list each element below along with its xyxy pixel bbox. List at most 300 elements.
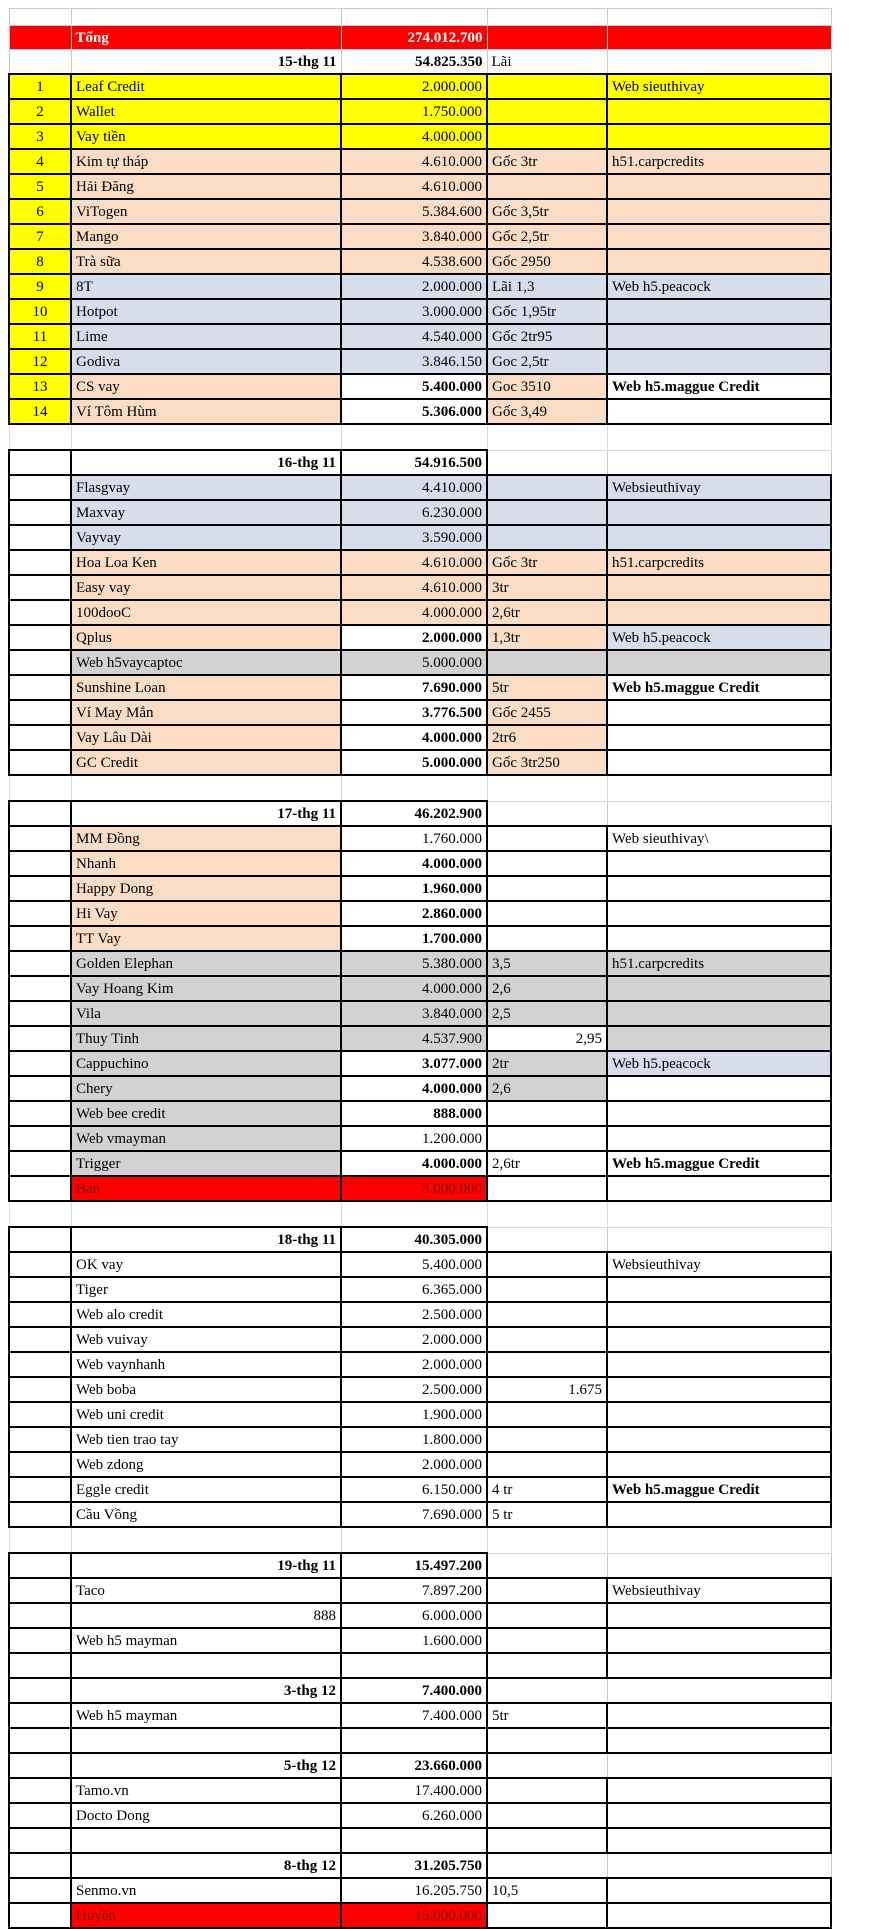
note-cell: 5tr <box>487 675 607 700</box>
note-cell <box>487 1628 607 1653</box>
name-cell: Web h5 mayman <box>71 1628 341 1653</box>
amount-cell: 3.000.000 <box>341 1176 487 1201</box>
note-cell <box>487 901 607 926</box>
table-row <box>9 700 831 725</box>
web-cell <box>607 1553 831 1578</box>
amount-cell: 16.205.750 <box>341 1878 487 1903</box>
web-cell: Web h5.peacock <box>607 625 831 650</box>
amount-cell: 1.960.000 <box>341 876 487 901</box>
note-cell: Gốc 3,49 <box>487 399 607 424</box>
spacer-row <box>9 9 831 26</box>
web-cell <box>607 1828 831 1853</box>
row-number-cell <box>9 976 71 1001</box>
web-cell <box>607 1402 831 1427</box>
table-row <box>9 926 831 951</box>
web-cell <box>607 1778 831 1803</box>
table-row <box>9 1277 831 1302</box>
table-row <box>9 324 831 349</box>
row-number-cell <box>9 1603 71 1628</box>
note-cell <box>487 1252 607 1277</box>
note-cell: 2tr6 <box>487 725 607 750</box>
note-cell <box>487 1126 607 1151</box>
row-number-cell: 9 <box>9 274 71 299</box>
row-number-cell <box>9 1477 71 1502</box>
row-number-cell <box>9 1728 71 1753</box>
web-cell <box>607 324 831 349</box>
name-cell: 8T <box>71 274 341 299</box>
row-number-cell <box>9 550 71 575</box>
date-row <box>9 450 831 475</box>
note-cell: Gốc 2455 <box>487 700 607 725</box>
date-label-cell: 15-thg 11 <box>71 50 341 75</box>
note-cell: Gốc 2,5tr <box>487 224 607 249</box>
date-label-cell: 8-thg 12 <box>71 1853 341 1878</box>
table-row <box>9 650 831 675</box>
table-row <box>9 1101 831 1126</box>
date-total-cell: 7.400.000 <box>341 1678 487 1703</box>
name-cell: Leaf Credit <box>71 74 341 99</box>
web-cell <box>607 1878 831 1903</box>
note-cell: Gốc 3tr <box>487 149 607 174</box>
note-cell <box>487 99 607 124</box>
name-cell: Ví Tôm Hùm <box>71 399 341 424</box>
amount-cell: 4.410.000 <box>341 475 487 500</box>
row-number-cell <box>9 1753 71 1778</box>
note-cell: 2,6 <box>487 1076 607 1101</box>
row-number-cell: 12 <box>9 349 71 374</box>
name-cell: Web boba <box>71 1377 341 1402</box>
web-cell <box>607 450 831 475</box>
row-number-cell <box>9 1051 71 1076</box>
web-cell <box>607 876 831 901</box>
amount-cell: 3.776.500 <box>341 700 487 725</box>
note-cell <box>487 26 607 50</box>
name-cell: Vay Hoang Kim <box>71 976 341 1001</box>
web-cell <box>607 1603 831 1628</box>
note-cell <box>487 450 607 475</box>
note-cell: 3,5 <box>487 951 607 976</box>
note-cell <box>487 1427 607 1452</box>
date-label-cell: 5-thg 12 <box>71 1753 341 1778</box>
web-cell: Web h5.peacock <box>607 1051 831 1076</box>
date-row <box>9 1853 831 1878</box>
note-cell <box>487 174 607 199</box>
row-number-cell <box>9 1252 71 1277</box>
amount-cell: 1.600.000 <box>341 1628 487 1653</box>
table-row <box>9 1051 831 1076</box>
note-cell <box>487 9 607 26</box>
row-number-cell <box>9 1653 71 1678</box>
row-number-cell <box>9 1502 71 1527</box>
note-cell <box>487 1201 607 1227</box>
date-total-cell: 23.660.000 <box>341 1753 487 1778</box>
name-cell: Huyền <box>71 1903 341 1928</box>
name-cell: GC Credit <box>71 750 341 775</box>
table-row <box>9 1402 831 1427</box>
web-cell <box>607 1653 831 1678</box>
amount-cell: 6.000.000 <box>341 1603 487 1628</box>
name-cell: Hi Vay <box>71 901 341 926</box>
name-cell <box>71 1527 341 1553</box>
table-row <box>9 851 831 876</box>
note-cell <box>487 1101 607 1126</box>
table-row <box>9 349 831 374</box>
row-number-cell <box>9 1377 71 1402</box>
amount-cell <box>341 775 487 801</box>
name-cell: 888 <box>71 1603 341 1628</box>
amount-cell: 5.306.000 <box>341 399 487 424</box>
name-cell: ViTogen <box>71 199 341 224</box>
web-cell <box>607 99 831 124</box>
web-cell <box>607 399 831 424</box>
amount-cell: 4.000.000 <box>341 1151 487 1176</box>
table-row <box>9 575 831 600</box>
note-cell <box>487 1753 607 1778</box>
row-number-cell <box>9 1553 71 1578</box>
name-cell: TT Vay <box>71 926 341 951</box>
amount-cell: 15.000.000 <box>341 1903 487 1928</box>
note-cell: Gốc 2tr95 <box>487 324 607 349</box>
note-cell <box>487 1402 607 1427</box>
name-cell: Trigger <box>71 1151 341 1176</box>
date-row <box>9 1678 831 1703</box>
row-number-cell <box>9 1026 71 1051</box>
name-cell: Web bee credit <box>71 1101 341 1126</box>
name-cell <box>71 1653 341 1678</box>
row-number-cell: 8 <box>9 249 71 274</box>
table-row <box>9 1427 831 1452</box>
amount-cell: 4.538.600 <box>341 249 487 274</box>
table-row <box>9 500 831 525</box>
amount-cell <box>341 1201 487 1227</box>
name-cell <box>71 1828 341 1853</box>
row-number-cell <box>9 1628 71 1653</box>
name-cell: Vay tiền <box>71 124 341 149</box>
web-cell <box>607 976 831 1001</box>
amount-cell: 1.900.000 <box>341 1402 487 1427</box>
web-cell <box>607 349 831 374</box>
row-number-cell <box>9 1578 71 1603</box>
row-number-cell <box>9 1803 71 1828</box>
row-number-cell <box>9 1327 71 1352</box>
row-number-cell <box>9 1352 71 1377</box>
date-label-cell: 18-thg 11 <box>71 1227 341 1252</box>
name-cell: CS vay <box>71 374 341 399</box>
row-number-cell <box>9 1201 71 1227</box>
name-cell: Web tien trao tay <box>71 1427 341 1452</box>
note-cell <box>487 1527 607 1553</box>
date-row <box>9 1553 831 1578</box>
web-cell <box>607 1853 831 1878</box>
date-row <box>9 1753 831 1778</box>
web-cell <box>607 775 831 801</box>
name-cell: Trà sữa <box>71 249 341 274</box>
name-cell: Eggle credit <box>71 1477 341 1502</box>
web-cell <box>607 299 831 324</box>
web-cell <box>607 1628 831 1653</box>
web-cell <box>607 926 831 951</box>
date-label-cell: 17-thg 11 <box>71 801 341 826</box>
amount-cell: 6.365.000 <box>341 1277 487 1302</box>
spacer-row <box>9 1527 831 1553</box>
web-cell <box>607 1803 831 1828</box>
note-cell: 4 tr <box>487 1477 607 1502</box>
amount-cell: 2.000.000 <box>341 1327 487 1352</box>
row-number-cell <box>9 1126 71 1151</box>
name-cell: Hoa Loa Ken <box>71 550 341 575</box>
name-cell: Cầu Vồng <box>71 1502 341 1527</box>
table-row <box>9 1252 831 1277</box>
web-cell <box>607 725 831 750</box>
amount-cell: 5.400.000 <box>341 374 487 399</box>
table-row <box>9 1803 831 1828</box>
row-number-cell <box>9 475 71 500</box>
row-number-cell <box>9 575 71 600</box>
amount-cell: 4.610.000 <box>341 575 487 600</box>
amount-cell: 7.690.000 <box>341 675 487 700</box>
spacer-row <box>9 775 831 801</box>
note-cell <box>487 650 607 675</box>
row-number-cell: 10 <box>9 299 71 324</box>
web-cell <box>607 525 831 550</box>
table-row <box>9 1452 831 1477</box>
amount-cell: 2.000.000 <box>341 625 487 650</box>
name-cell: Vila <box>71 1001 341 1026</box>
amount-cell: 5.400.000 <box>341 1252 487 1277</box>
empty-grid-row <box>9 1828 831 1853</box>
web-cell <box>607 1753 831 1778</box>
name-cell: Docto Dong <box>71 1803 341 1828</box>
row-number-cell <box>9 1402 71 1427</box>
row-number-cell <box>9 9 71 26</box>
row-number-cell <box>9 424 71 450</box>
name-cell: Web uni credit <box>71 1402 341 1427</box>
table-row <box>9 1302 831 1327</box>
name-cell: Kim tự tháp <box>71 149 341 174</box>
web-cell <box>607 575 831 600</box>
web-cell: Web h5.maggue Credit <box>607 1151 831 1176</box>
name-cell: OK vay <box>71 1252 341 1277</box>
name-cell: Chery <box>71 1076 341 1101</box>
web-cell <box>607 174 831 199</box>
spacer-row <box>9 1201 831 1227</box>
web-cell <box>607 1703 831 1728</box>
row-number-cell <box>9 926 71 951</box>
table-row <box>9 1327 831 1352</box>
name-cell: Hotpot <box>71 299 341 324</box>
table-row <box>9 675 831 700</box>
web-cell: Web sieuthivay\ <box>607 826 831 851</box>
name-cell: 100dooC <box>71 600 341 625</box>
table-row <box>9 525 831 550</box>
web-cell <box>607 1302 831 1327</box>
row-number-cell: 11 <box>9 324 71 349</box>
name-cell: Vayvay <box>71 525 341 550</box>
date-label-cell: 3-thg 12 <box>71 1678 341 1703</box>
amount-cell: 5.384.600 <box>341 199 487 224</box>
name-cell: Flasgvay <box>71 475 341 500</box>
note-cell <box>487 74 607 99</box>
row-number-cell <box>9 1778 71 1803</box>
note-cell: 10,5 <box>487 1878 607 1903</box>
row-number-cell <box>9 1878 71 1903</box>
amount-cell: 274.012.700 <box>341 26 487 50</box>
table-row <box>9 901 831 926</box>
note-cell <box>487 1578 607 1603</box>
row-number-cell <box>9 725 71 750</box>
note-cell <box>487 525 607 550</box>
note-cell: Gốc 1,95tr <box>487 299 607 324</box>
amount-cell: 5.380.000 <box>341 951 487 976</box>
name-cell <box>71 775 341 801</box>
amount-cell: 7.897.200 <box>341 1578 487 1603</box>
web-cell <box>607 1126 831 1151</box>
row-number-cell <box>9 625 71 650</box>
row-number-cell: 6 <box>9 199 71 224</box>
name-cell <box>71 9 341 26</box>
web-cell <box>607 600 831 625</box>
note-cell: 2,6tr <box>487 600 607 625</box>
web-cell <box>607 1101 831 1126</box>
web-cell <box>607 424 831 450</box>
amount-cell: 4.000.000 <box>341 976 487 1001</box>
amount-cell <box>341 1527 487 1553</box>
table-row <box>9 1001 831 1026</box>
web-cell <box>607 50 831 75</box>
web-cell: Web h5.maggue Credit <box>607 1477 831 1502</box>
name-cell: Web zdong <box>71 1452 341 1477</box>
note-cell: 2tr <box>487 1051 607 1076</box>
amount-cell: 6.230.000 <box>341 500 487 525</box>
row-number-cell: 7 <box>9 224 71 249</box>
amount-cell: 4.000.000 <box>341 600 487 625</box>
note-cell <box>487 1452 607 1477</box>
row-number-cell <box>9 525 71 550</box>
amount-cell: 4.000.000 <box>341 1076 487 1101</box>
amount-cell: 1.700.000 <box>341 926 487 951</box>
note-cell <box>487 1828 607 1853</box>
amount-cell: 6.150.000 <box>341 1477 487 1502</box>
amount-cell: 4.610.000 <box>341 149 487 174</box>
note-cell <box>487 1853 607 1878</box>
web-cell <box>607 1427 831 1452</box>
note-cell <box>487 1653 607 1678</box>
name-cell: Tiger <box>71 1277 341 1302</box>
amount-cell: 4.537.900 <box>341 1026 487 1051</box>
table-row <box>9 1026 831 1051</box>
note-cell: 5tr <box>487 1703 607 1728</box>
amount-cell: 4.540.000 <box>341 324 487 349</box>
note-cell <box>487 124 607 149</box>
name-cell: Web h5 mayman <box>71 1703 341 1728</box>
row-number-cell <box>9 1176 71 1201</box>
note-cell <box>487 1227 607 1252</box>
note-cell <box>487 475 607 500</box>
note-cell <box>487 500 607 525</box>
table-row <box>9 374 831 399</box>
table-row <box>9 725 831 750</box>
spacer-row <box>9 424 831 450</box>
table-row <box>9 1578 831 1603</box>
amount-cell: 1.800.000 <box>341 1427 487 1452</box>
date-total-cell: 31.205.750 <box>341 1853 487 1878</box>
name-cell <box>71 1201 341 1227</box>
row-number-cell <box>9 750 71 775</box>
amount-cell: 2.000.000 <box>341 1352 487 1377</box>
web-cell: Web h5.peacock <box>607 274 831 299</box>
table-row <box>9 1377 831 1402</box>
name-cell: Wallet <box>71 99 341 124</box>
name-cell: Happy Dong <box>71 876 341 901</box>
amount-cell <box>341 424 487 450</box>
note-cell: 3tr <box>487 575 607 600</box>
table-row <box>9 1703 831 1728</box>
name-cell: Web vuivay <box>71 1327 341 1352</box>
amount-cell: 3.000.000 <box>341 299 487 324</box>
row-number-cell <box>9 1828 71 1853</box>
date-row <box>9 50 831 75</box>
note-cell <box>487 1803 607 1828</box>
row-number-cell <box>9 801 71 826</box>
note-cell: 2,6 <box>487 976 607 1001</box>
note-cell <box>487 1778 607 1803</box>
name-cell: Sunshine Loan <box>71 675 341 700</box>
name-cell <box>71 1728 341 1753</box>
row-number-cell: 3 <box>9 124 71 149</box>
row-number-cell <box>9 650 71 675</box>
amount-cell: 3.590.000 <box>341 525 487 550</box>
row-number-cell <box>9 1527 71 1553</box>
row-number-cell: 13 <box>9 374 71 399</box>
web-cell <box>607 750 831 775</box>
row-number-cell <box>9 901 71 926</box>
web-cell: Web h5.maggue Credit <box>607 675 831 700</box>
web-cell <box>607 1327 831 1352</box>
note-cell <box>487 926 607 951</box>
web-cell <box>607 1076 831 1101</box>
name-cell: Thuy Tinh <box>71 1026 341 1051</box>
note-cell <box>487 1302 607 1327</box>
table-row <box>9 74 831 99</box>
amount-cell: 3.840.000 <box>341 1001 487 1026</box>
amount-cell: 2.860.000 <box>341 901 487 926</box>
note-cell: Lãi <box>487 50 607 75</box>
name-cell: Tamo.vn <box>71 1778 341 1803</box>
row-number-cell <box>9 450 71 475</box>
table-row <box>9 274 831 299</box>
row-number-cell: 14 <box>9 399 71 424</box>
empty-grid-row <box>9 1728 831 1753</box>
note-cell <box>487 1327 607 1352</box>
note-cell: Goc 2,5tr <box>487 349 607 374</box>
web-cell <box>607 9 831 26</box>
note-cell: 1.675 <box>487 1377 607 1402</box>
web-cell <box>607 1678 831 1703</box>
note-cell: Goc 3510 <box>487 374 607 399</box>
amount-cell: 1.760.000 <box>341 826 487 851</box>
table-row <box>9 99 831 124</box>
table-row <box>9 1628 831 1653</box>
note-cell <box>487 826 607 851</box>
name-cell: Mango <box>71 224 341 249</box>
table-row <box>9 174 831 199</box>
row-number-cell <box>9 826 71 851</box>
note-cell <box>487 1903 607 1928</box>
web-cell <box>607 901 831 926</box>
web-cell <box>607 1277 831 1302</box>
table-row <box>9 625 831 650</box>
amount-cell: 7.690.000 <box>341 1502 487 1527</box>
